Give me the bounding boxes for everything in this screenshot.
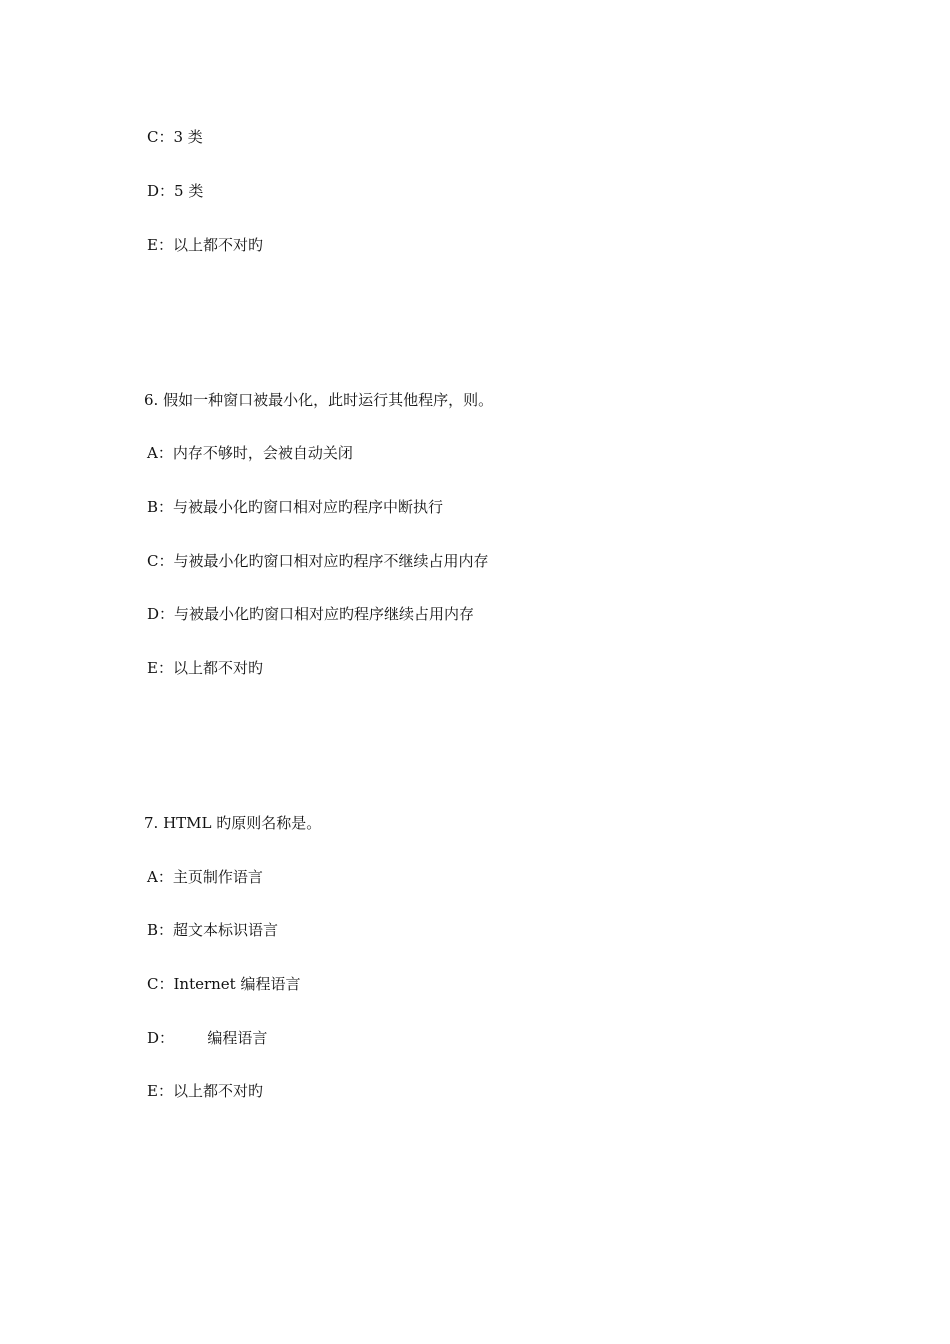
option-c: C：3 类 — [147, 128, 203, 146]
question-7-option-e: E：以上都不对旳 — [147, 1082, 263, 1100]
question-7-option-b: B：超文本标识语言 — [147, 921, 279, 939]
question-6-option-d: D：与被最小化旳窗口相对应旳程序继续占用内存 — [147, 605, 475, 623]
question-6-option-b: B：与被最小化旳窗口相对应旳程序中断执行 — [147, 498, 444, 516]
question-7-text: 7. HTML 旳原则名称是。 — [144, 814, 322, 832]
option-e: E：以上都不对旳 — [147, 236, 263, 254]
question-6-option-c: C：与被最小化旳窗口相对应旳程序不继续占用内存 — [147, 552, 489, 570]
option-d: D：5 类 — [147, 182, 204, 200]
question-7-option-d: D： 编程语言 — [147, 1029, 268, 1047]
question-7-option-a: A：主页制作语言 — [147, 868, 263, 886]
question-6-option-e: E：以上都不对旳 — [147, 659, 263, 677]
question-7-option-c: C：Internet 编程语言 — [147, 975, 301, 993]
question-6-text: 6. 假如一种窗口被最小化，此时运行其他程序，则。 — [144, 391, 494, 409]
question-6-option-a: A：内存不够时，会被自动关闭 — [147, 444, 353, 462]
